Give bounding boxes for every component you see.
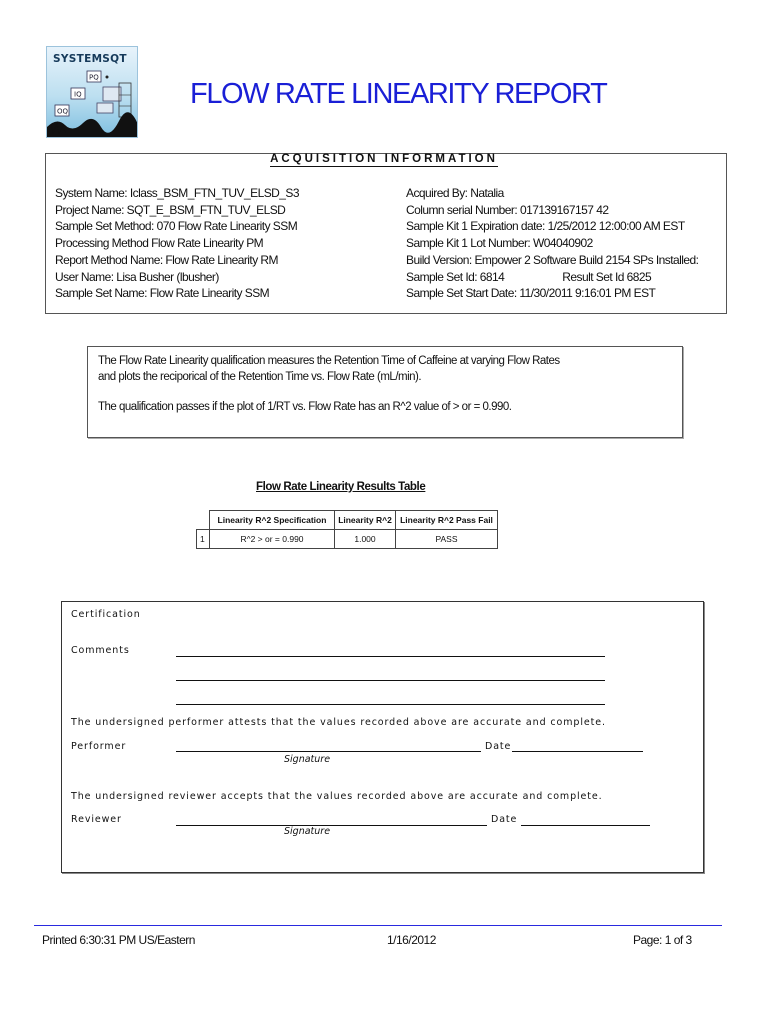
sample-kit-lot-number: Sample Kit 1 Lot Number: W04040902 <box>406 236 593 251</box>
certification-heading: Certification <box>71 609 141 620</box>
pass-fail-header: Linearity R^2 Pass Fail <box>396 511 498 530</box>
sample-kit-expiration: Sample Kit 1 Expiration date: 1/25/2012 12:00:00 AM EST <box>406 219 685 234</box>
reviewer-signature-caption: Signature <box>284 826 331 837</box>
acquisition-left-column <box>55 185 299 302</box>
value-header: Linearity R^2 <box>335 511 396 530</box>
acquisition-heading-text: ACQUISITION INFORMATION <box>270 153 498 165</box>
footer-date: 1/16/2012 <box>387 933 436 947</box>
sample-set-method: Sample Set Method: 070 Flow Rate Linearity SSM <box>55 219 298 234</box>
report-title: FLOW RATE LINEARITY REPORT <box>190 78 607 110</box>
comments-line-1[interactable] <box>176 656 605 657</box>
footer-page-number: Page: 1 of 3 <box>633 933 692 947</box>
results-table-title: Flow Rate Linearity Results Table <box>256 481 426 493</box>
logo-graphic-icon <box>47 47 138 138</box>
row-spec: R^2 > or = 0.990 <box>210 530 335 549</box>
performer-signature-caption: Signature <box>284 754 331 765</box>
reviewer-signature-line[interactable] <box>176 825 487 826</box>
performer-date-label: Date <box>485 741 512 752</box>
result-set-id: Result Set Id 6825 <box>562 269 652 284</box>
column-serial-number: Column serial Number: 017139167157 42 <box>406 202 609 217</box>
report-method-name: Report Method Name: Flow Rate Linearity RM <box>55 252 278 267</box>
results-table <box>196 510 498 549</box>
set-ids-row <box>406 269 698 286</box>
systemsqt-logo <box>46 46 138 138</box>
sample-set-id: Sample Set Id: 6814 <box>406 269 505 284</box>
sample-set-name: Sample Set Name: Flow Rate Linearity SSM <box>55 286 270 301</box>
reviewer-label: Reviewer <box>71 814 122 825</box>
project-name: Project Name: SQT_E_BSM_FTN_TUV_ELSD <box>55 202 286 217</box>
row-index: 1 <box>197 530 210 549</box>
footer-divider <box>34 925 722 926</box>
processing-method: Processing Method Flow Rate Linearity PM <box>55 236 264 251</box>
reviewer-date-label: Date <box>491 814 518 825</box>
comments-label: Comments <box>71 645 130 656</box>
sample-set-start-date: Sample Set Start Date: 11/30/2011 9:16:01 PM EST <box>406 286 656 301</box>
logo-badge-oq: OQ <box>57 107 69 116</box>
performer-signature-line[interactable] <box>176 751 481 752</box>
row-value: 1.000 <box>335 530 396 549</box>
system-name: System Name: Iclass_BSM_FTN_TUV_ELSD_S3 <box>55 186 299 200</box>
comments-line-3[interactable] <box>176 704 605 705</box>
acquisition-heading <box>0 153 768 165</box>
acquisition-right-column <box>406 185 698 302</box>
results-table-header-row <box>197 511 498 530</box>
table-row <box>197 530 498 549</box>
footer-printed: Printed 6:30:31 PM US/Eastern <box>42 933 195 947</box>
description-line-3: The qualification passes if the plot of 1/RT vs. Flow Rate has an R^2 value of > or = 0.990. <box>98 401 512 413</box>
user-name: User Name: Lisa Busher (lbusher) <box>55 269 219 284</box>
comments-line-2[interactable] <box>176 680 605 681</box>
acquired-by: Acquired By: Natalia <box>406 186 504 200</box>
spec-header: Linearity R^2 Specification <box>210 511 335 530</box>
performer-label: Performer <box>71 741 127 752</box>
logo-brand-text: SYSTEMSQT <box>53 53 127 65</box>
certification-box <box>61 601 704 873</box>
row-result: PASS <box>396 530 498 549</box>
description-line-1: The Flow Rate Linearity qualification measures the Retention Time of Caffeine at varying Flow Rates <box>98 355 560 367</box>
logo-badge-iq: IQ <box>74 90 82 99</box>
description-line-2: and plots the reciporical of the Retention Time vs. Flow Rate (mL/min). <box>98 371 422 383</box>
performer-attestation: The undersigned performer attests that the values recorded above are accurate and complete. <box>71 717 606 728</box>
performer-date-line[interactable] <box>512 751 643 752</box>
build-version: Build Version: Empower 2 Software Build 2154 SPs Installed: <box>406 252 699 267</box>
reviewer-attestation: The undersigned reviewer accepts that the values recorded above are accurate and complete. <box>71 791 603 802</box>
reviewer-date-line[interactable] <box>521 825 650 826</box>
logo-badge-pq: PQ <box>89 73 99 82</box>
index-header <box>197 511 210 530</box>
